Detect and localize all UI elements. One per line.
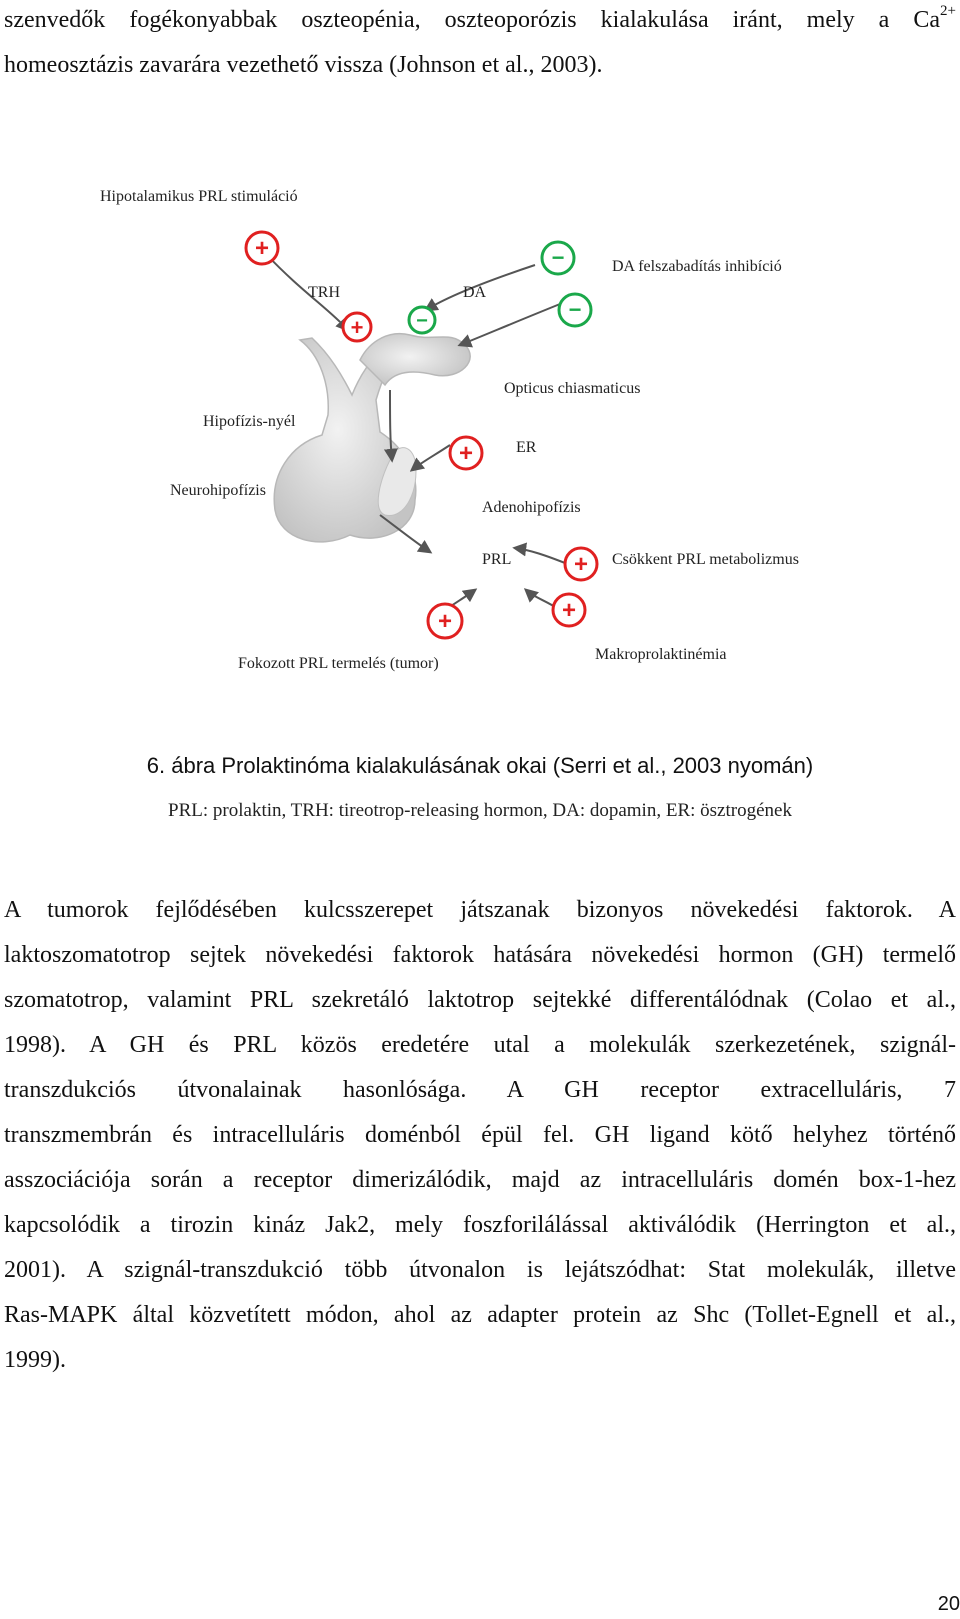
label-da: DA — [463, 284, 487, 301]
paragraph-line: Ras-MAPK által közvetített módon, ahol az adapter protein az Shc (Tollet-Egnell et al., — [4, 1302, 956, 1328]
label-hypothalamic-stimulation: Hipotalamikus PRL stimuláció — [100, 188, 298, 205]
paragraph-line: szomatotrop, valamint PRL szekretáló laktotrop sejtekké differentálódnak (Colao et al., — [4, 987, 956, 1013]
minus-sign-da — [409, 307, 435, 333]
paragraph-line: transzmembrán és intracelluláris doménból épül fel. GH ligand kötő helyhez történő — [4, 1122, 956, 1148]
intro-line-1 — [4, 5, 956, 35]
figure-caption-title: 6. ábra Prolaktinóma kialakulásának okai (Serri et al., 2003 nyomán) — [146, 753, 814, 778]
prolactinoma-figure — [90, 170, 870, 710]
svg-text:−: − — [551, 245, 565, 270]
label-macroprolactinemia: Makroprolaktinémia — [595, 646, 727, 663]
label-pituitary-stalk: Hipofízis-nyél — [203, 413, 296, 430]
svg-text:+: + — [437, 608, 453, 635]
intro-line-2: homeosztázis zavarára vezethető vissza (Johnson et al., 2003). — [4, 52, 603, 78]
plus-sign-tumor — [428, 604, 462, 638]
svg-text:+: + — [350, 315, 364, 340]
label-prl: PRL — [482, 551, 512, 568]
paragraph-line: asszociációja során a receptor dimerizálódik, majd az intracelluláris domén box-1-hez — [4, 1167, 956, 1193]
label-trh: TRH — [308, 284, 340, 301]
calcium-superscript: 2+ — [940, 3, 956, 19]
da-arrow-lower — [460, 300, 570, 345]
plus-sign-trh — [343, 313, 371, 341]
paragraph-line: laktoszomatotrop sejtek növekedési faktorok hatására növekedési hormon (GH) termelő — [4, 942, 956, 968]
svg-text:+: + — [561, 597, 577, 624]
label-optic-chiasm: Opticus chiasmaticus — [504, 380, 641, 397]
svg-text:+: + — [458, 440, 474, 467]
svg-text:−: − — [416, 310, 428, 332]
paragraph-line: kapcsolódik a tirozin kináz Jak2, mely foszforilálással aktiválódik (Herrington et al., — [4, 1212, 956, 1238]
plus-sign-makro — [553, 594, 585, 626]
metabolism-arrow — [515, 548, 570, 565]
svg-text:+: + — [573, 551, 589, 578]
svg-text:−: − — [568, 297, 582, 322]
label-er: ER — [516, 439, 537, 456]
plus-sign-er — [450, 437, 482, 469]
minus-sign-da-lower — [559, 294, 591, 326]
er-arrow — [412, 445, 450, 470]
stalk-arrow — [390, 390, 392, 460]
label-increased-prl-production: Fokozott PRL termelés (tumor) — [238, 655, 439, 672]
intro-line-1-text: szenvedők fogékonyabbak oszteopénia, oszteoporózis kialakulása iránt, mely a Ca — [4, 7, 941, 33]
svg-text:+: + — [254, 235, 270, 262]
label-neurohypophysis: Neurohipofízis — [170, 482, 266, 499]
label-da-inhibition: DA felszabadítás inhibíció — [612, 258, 782, 275]
paragraph-line: 1998). A GH és PRL közös eredetére utal a molekulák szerkezetének, szignál- — [4, 1032, 956, 1058]
plus-sign-metabolism — [565, 548, 597, 580]
minus-sign-da-upper — [542, 242, 574, 274]
label-reduced-prl-metabolism: Csökkent PRL metabolizmus — [612, 551, 799, 568]
paragraph-line: A tumorok fejlődésében kulcsszerepet játszanak bizonyos növekedési faktorok. A — [4, 897, 956, 923]
figure-caption-abbreviations: PRL: prolaktin, TRH: tireotrop-releasing hormon, DA: dopamin, ER: ösztrogének — [168, 800, 792, 821]
plus-sign-trh-stimulus — [246, 232, 278, 264]
paragraph-line: 2001). A szignál-transzdukció több útvonalon is lejátszódhat: Stat molekulák, illetve — [4, 1257, 956, 1283]
paragraph-line: transzdukciós útvonalainak hasonlósága. A GH receptor extracelluláris, 7 — [4, 1077, 956, 1103]
paragraph-line: 1999). — [4, 1347, 66, 1373]
label-adenohypophysis: Adenohipofízis — [482, 499, 581, 516]
page-number: 20 — [937, 1593, 960, 1615]
pituitary-gland-illustration — [274, 334, 470, 542]
